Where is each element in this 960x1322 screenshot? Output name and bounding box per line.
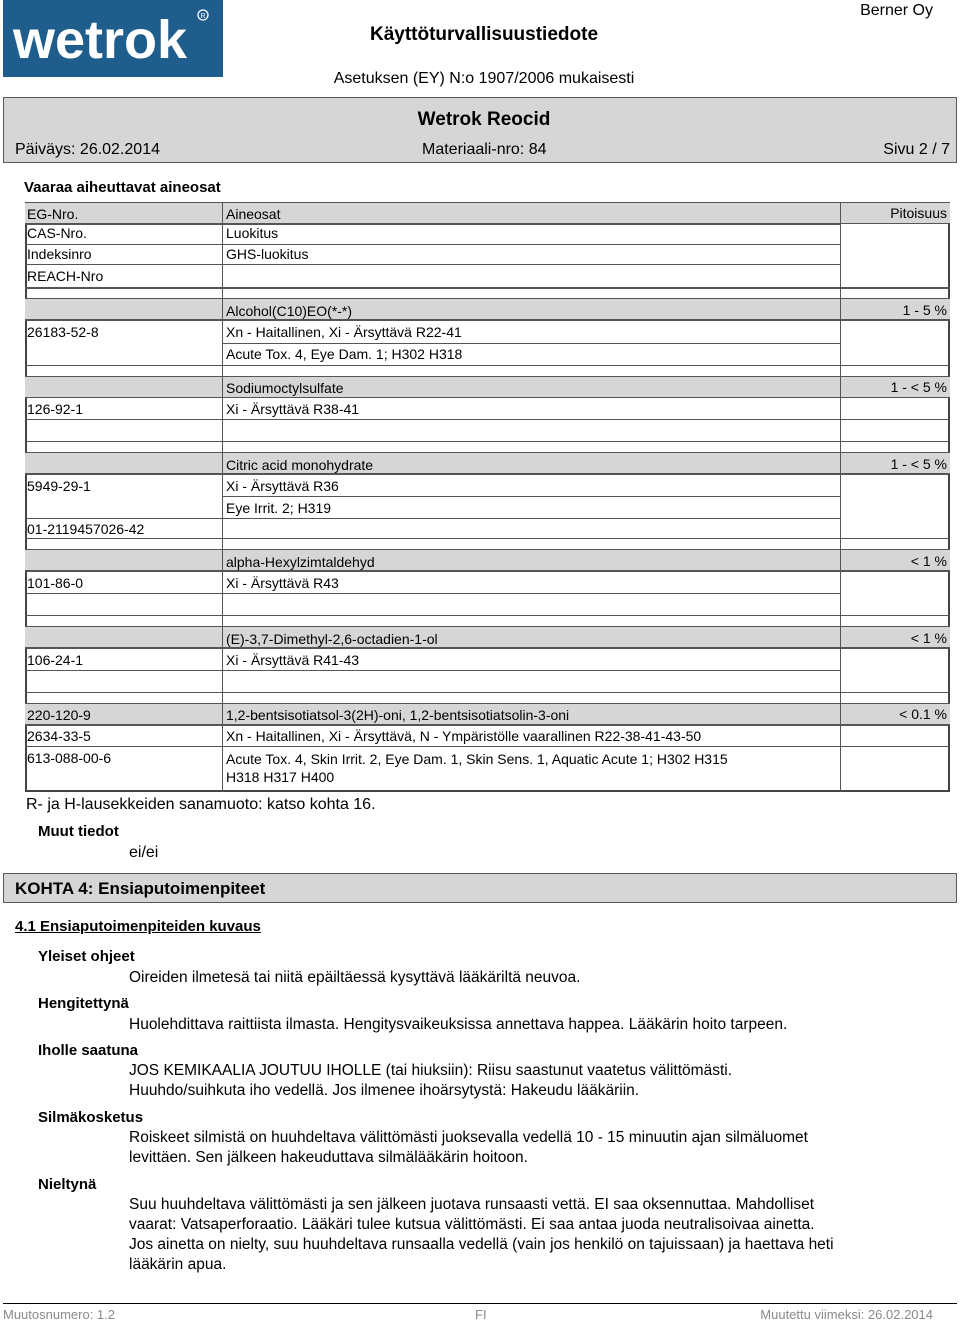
- other-info-heading: Muut tiedot: [38, 823, 119, 840]
- classification: Xn - Haitallinen, Xi - Ärsyttävä, N - Ympäristölle vaarallinen R22-38-41-43-50: [226, 728, 702, 744]
- classification: Xi - Ärsyttävä R38-41: [226, 401, 360, 417]
- col-header-classification: Luokitus: [226, 225, 279, 241]
- inhalation-heading: Hengitettynä: [38, 995, 129, 1012]
- classification: Xi - Ärsyttävä R41-43: [226, 652, 360, 668]
- substance-name: alpha-Hexylzimtaldehyd: [226, 554, 375, 570]
- ingestion-text: Suu huuhdeltava välittömästi ja sen jälkeen juotava runsaasti vettä. EI saa oksennuttaa. Mahdolliset: [129, 1196, 814, 1213]
- company-name: Berner Oy: [860, 2, 933, 19]
- section-4-title: KOHTA 4: Ensiaputoimenpiteet: [15, 879, 266, 898]
- inhalation-text: Huolehdittava raittiista ilmasta. Hengitysvaikeuksissa annettava happea. Lääkärin hoito tarpeen.: [129, 1016, 788, 1033]
- eye-contact-text: levittäen. Sen jälkeen hakeuduttava silmälääkärin hoitoon.: [129, 1149, 528, 1166]
- ghs-classification: Acute Tox. 4, Skin Irrit. 2, Eye Dam. 1, Skin Sens. 1, Aquatic Acute 1; H302 H315: [226, 751, 728, 767]
- col-header-cas: CAS-Nro.: [27, 225, 87, 241]
- classification: Xi - Ärsyttävä R36: [226, 478, 339, 494]
- eye-contact-text: Roiskeet silmistä on huuhdeltava välittömästi juoksevalla vedellä 10 - 15 minuutin ajan silmäluomet: [129, 1129, 808, 1146]
- table-row-bar: [25, 298, 950, 320]
- svg-text:R: R: [200, 13, 206, 20]
- logo-text: wetrok: [13, 10, 188, 70]
- substance-name: 1,2-bentsisotiatsol-3(2H)-oni, 1,2-bentsisotiatsolin-3-oni: [226, 707, 570, 723]
- cas-number: 2634-33-5: [27, 728, 91, 744]
- general-advice-heading: Yleiset ohjeet: [38, 948, 135, 965]
- skin-contact-heading: Iholle saatuna: [38, 1042, 139, 1059]
- product-name: Wetrok Reocid: [417, 109, 551, 130]
- col-header-content: Pitoisuus: [890, 205, 947, 221]
- skin-contact-text: Huuhdo/suihkuta iho vedellä. Jos ilmenee ihoärsytystä: Hakeudu lääkäriin.: [129, 1082, 640, 1099]
- other-info-value: ei/ei: [129, 844, 159, 861]
- material-number: Materiaali-nro: 84: [422, 141, 547, 158]
- cas-number: 126-92-1: [27, 401, 84, 417]
- subsection-title: 4.1 Ensiaputoimenpiteiden kuvaus: [15, 918, 261, 935]
- footer-divider: [3, 1303, 957, 1304]
- substance-name: Sodiumoctylsulfate: [226, 380, 344, 396]
- ingestion-text: vaarat: Vatsaperforaatio. Lääkäri tulee kutsua välittömästi. Ei saa antaa juoda neutralisoivaa ainetta.: [129, 1216, 815, 1233]
- cas-number: 5949-29-1: [27, 478, 91, 494]
- substance-name: Alcohol(C10)EO(*-*): [226, 303, 353, 319]
- page-number: Sivu 2 / 7: [883, 141, 950, 158]
- col-header-reach: REACH-Nro: [27, 268, 104, 284]
- cas-number: 101-86-0: [27, 575, 84, 591]
- reach-number: 01-2119457026-42: [27, 521, 145, 537]
- ingestion-text: lääkärin apua.: [129, 1256, 227, 1273]
- ghs-classification: Acute Tox. 4, Eye Dam. 1; H302 H318: [226, 346, 463, 362]
- ghs-classification: H318 H317 H400: [226, 769, 335, 785]
- ingestion-heading: Nieltynä: [38, 1176, 97, 1193]
- table-row-bar: [25, 376, 950, 398]
- substance-content: < 1 %: [910, 553, 947, 569]
- r-h-phrases-note: R- ja H-lausekkeiden sanamuoto: katso kohta 16.: [26, 796, 376, 813]
- substance-content: < 1 %: [910, 630, 947, 646]
- classification: Xn - Haitallinen, Xi - Ärsyttävä R22-41: [226, 324, 462, 340]
- table-row-bar: [25, 626, 950, 648]
- section-title: Vaaraa aiheuttavat aineosat: [24, 179, 221, 196]
- substance-name: Citric acid monohydrate: [226, 457, 374, 473]
- table-row-bar: [25, 549, 950, 571]
- general-advice-text: Oireiden ilmetesä tai niitä epäiltäessä kysyttävä lääkäriltä neuvoa.: [129, 969, 581, 986]
- language-code: FI: [475, 1307, 487, 1322]
- substance-name: (E)-3,7-Dimethyl-2,6-octadien-1-ol: [226, 631, 438, 647]
- col-header-substance: Aineosat: [226, 206, 281, 222]
- substance-content: 1 - < 5 %: [890, 379, 947, 395]
- last-modified: Muutettu viimeksi: 26.02.2014: [760, 1307, 933, 1322]
- col-header-ghs: GHS-luokitus: [226, 246, 309, 262]
- table-header-bar: [25, 202, 950, 224]
- index-number: 613-088-00-6: [27, 750, 112, 766]
- revision-number: Muutosnumero: 1.2: [3, 1307, 116, 1322]
- substance-content: < 0.1 %: [899, 706, 947, 722]
- cas-number: 26183-52-8: [27, 324, 99, 340]
- regulation-text: Asetuksen (EY) N:o 1907/2006 mukaisesti: [333, 70, 635, 87]
- substance-content: 1 - 5 %: [902, 302, 947, 318]
- col-header-index: Indeksinro: [27, 246, 92, 262]
- col-header-eg: EG-Nro.: [27, 206, 79, 222]
- eye-contact-heading: Silmäkosketus: [38, 1109, 144, 1126]
- skin-contact-text: JOS KEMIKAALIA JOUTUU IHOLLE (tai hiuksiin): Riisu saastunut vaatetus välittömästi.: [129, 1062, 732, 1079]
- substance-content: 1 - < 5 %: [890, 456, 947, 472]
- eg-number: 220-120-9: [27, 707, 91, 723]
- ingestion-text: Jos ainetta on nielty, suu huuhdeltava runsaalla vedellä (vain jos henkilö on tajuissaan) ja haettava heti: [129, 1236, 834, 1253]
- document-title: Käyttöturvallisuustiedote: [369, 24, 599, 45]
- cas-number: 106-24-1: [27, 652, 84, 668]
- table-row-bar: [25, 452, 950, 474]
- date-label: Päiväys: 26.02.2014: [15, 141, 160, 158]
- ghs-classification: Eye Irrit. 2; H319: [226, 500, 332, 516]
- classification: Xi - Ärsyttävä R43: [226, 575, 339, 591]
